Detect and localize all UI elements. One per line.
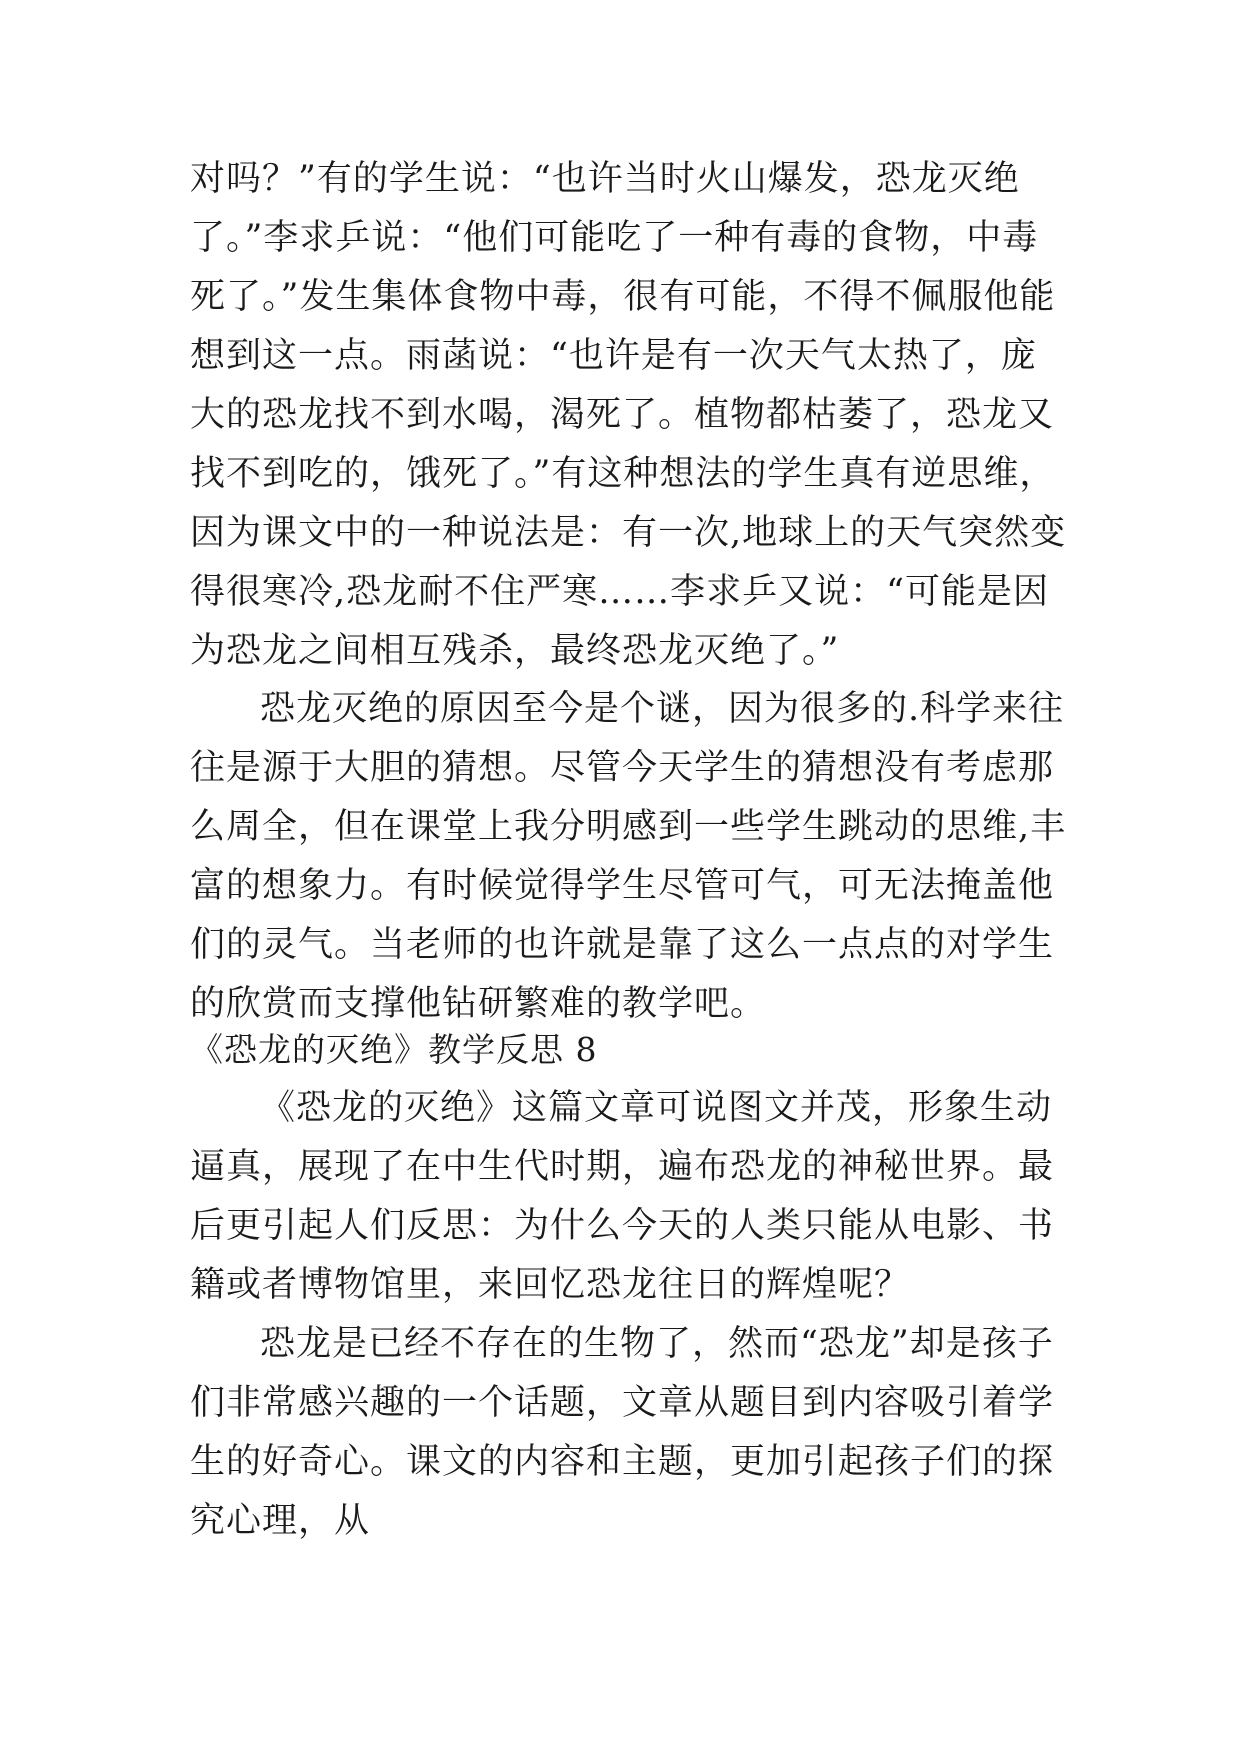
section-paragraph-1 — [190, 1079, 1070, 1315]
paragraph-text: 《恐龙的灭绝》这篇文章可说图文并茂，形象生动逼真，展现了在中生代时期，遍布恐龙的神秘世界。最后更引起人们反思：为什么今天的人类只能从电影、书籍或者博物馆里，来回忆恐龙往日的辉煌呢？ — [190, 1088, 1055, 1305]
paragraph-text: 恐龙灭绝的原因至今是个谜，因为很多的.科学来往往是源于大胆的猜想。尽管今天学生的猜想没有考虑那么周全，但在课堂上我分明感到一些学生跳动的思维,丰富的想象力。有时候觉得学生尽管可气，可无法掩盖他们的灵气。当老师的也许就是靠了这么一点点的对学生的欣赏而支撑他钻研繁难的教学吧。 — [190, 689, 1067, 1024]
paragraph-conclusion — [190, 680, 1070, 1034]
paragraph-continued — [190, 150, 1070, 681]
section-heading: 《恐龙的灭绝》教学反思 8 — [190, 1030, 598, 1069]
paragraph-text: 对吗？”有的学生说：“也许当时火山爆发，恐龙灭绝了。”李求乒说：“他们可能吃了一种有毒的食物，中毒死了。”发生集体食物中毒，很有可能，不得不佩服他能想到这一点。雨菡说：“也许是有一次天气太热了，庞大的恐龙找不到水喝，渴死了。植物都枯萎了，恐龙又找不到吃的，饿死了。”有这种想法的学生真有逆思维，因为课文中的一种说法是：有一次,地球上的天气突然变得很寒冷,恐龙耐不住严寒……李求乒又说：“可能是因为恐龙之间相互残杀，最终恐龙灭绝了。” — [190, 159, 1067, 671]
paragraph-text: 恐龙是已经不存在的生物了，然而“恐龙”却是孩子们非常感兴趣的一个话题，文章从题目到内容吸引着学生的好奇心。课文的内容和主题，更加引起孩子们的探究心理，从 — [190, 1324, 1055, 1541]
section-paragraph-2 — [190, 1315, 1070, 1551]
